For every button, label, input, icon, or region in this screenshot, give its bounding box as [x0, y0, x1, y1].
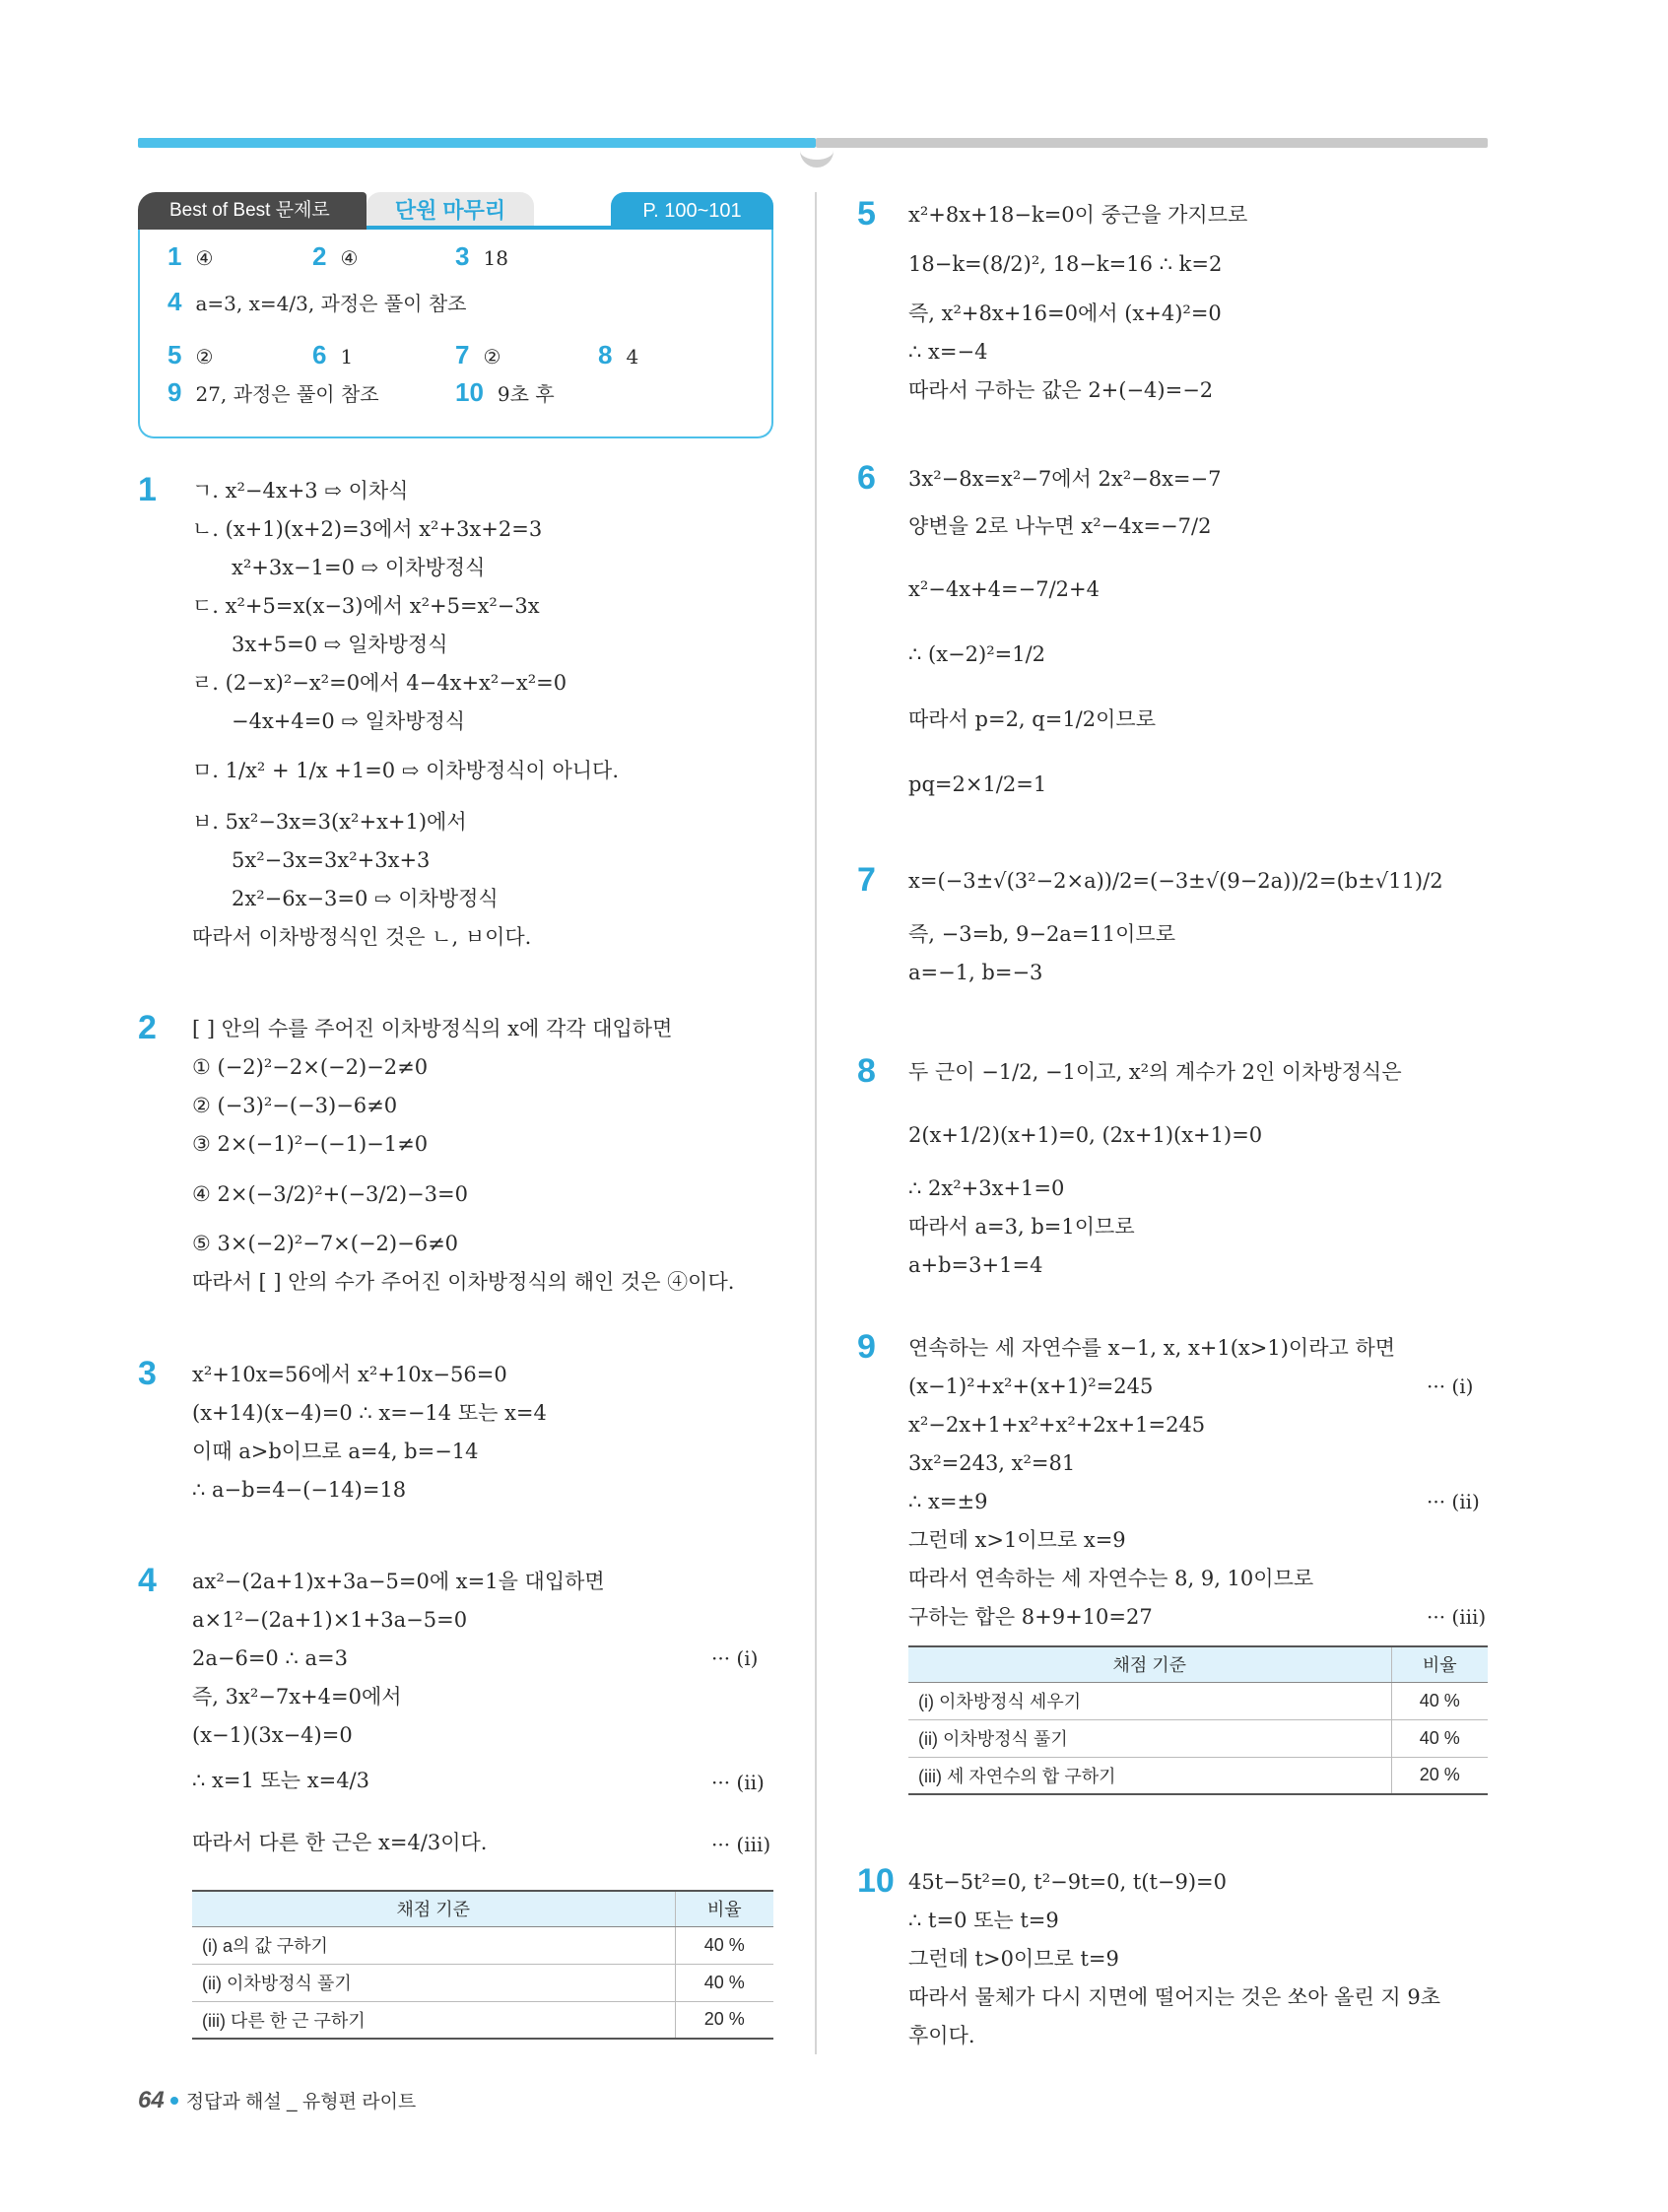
table-cell: 20 % — [1391, 1757, 1488, 1794]
answer-item: 1 ④ — [167, 241, 214, 271]
table-cell: (ii) 이차방정식 풀기 — [192, 1964, 675, 2001]
answer-item: 5 ② — [167, 340, 214, 369]
solution-line: 따라서 연속하는 세 자연수는 8, 9, 10이므로 — [908, 1567, 1314, 1590]
answer-summary-box — [138, 192, 773, 438]
solution-line: 구하는 합은 8+9+10=27 — [908, 1605, 1153, 1629]
grading-table — [908, 1645, 1488, 1795]
solution-line: ③ 2×(−1)²−(−1)−1≠0 — [192, 1132, 429, 1156]
problem-number: 4 — [138, 1562, 157, 1599]
answer-item: 9 27, 과정은 풀이 참조 — [167, 377, 379, 407]
table-cell: 40 % — [675, 1926, 773, 1964]
solution-line: x²+3x−1=0 ⇨ 이차방정식 — [232, 556, 486, 579]
solution-line: 45t−5t²=0, t²−9t=0, t(t−9)=0 — [908, 1870, 1228, 1894]
solution-line: a+b=3+1=4 — [908, 1253, 1043, 1277]
solution-line: 3x²−8x=x²−7에서 2x²−8x=−7 — [908, 467, 1222, 491]
table-row — [192, 2001, 773, 2039]
step-marker: ··· (iii) — [711, 1833, 771, 1856]
footer-title: 정답과 해설 _ 유형편 라이트 — [185, 2092, 417, 2112]
solution-line: 따라서 이차방정식인 것은 ㄴ, ㅂ이다. — [192, 925, 532, 949]
solution-line: 따라서 다른 한 근은 x=4/3이다. — [192, 1831, 488, 1854]
solution-line: x=(−3±√(3²−2×a))/2=(−3±√(9−2a))/2=(b±√11)/2 — [908, 869, 1443, 893]
table-row — [908, 1757, 1488, 1794]
solution-line: 3x+5=0 ⇨ 일차방정식 — [232, 633, 448, 656]
table-cell: (ii) 이차방정식 풀기 — [908, 1719, 1391, 1757]
header-bar-right — [816, 138, 1488, 148]
solution-line: ㄷ. x²+5=x(x−3)에서 x²+5=x²−3x — [192, 594, 540, 618]
table-cell: 20 % — [675, 2001, 773, 2039]
table-cell: 40 % — [1391, 1682, 1488, 1719]
solution-line: a×1²−(2a+1)×1+3a−5=0 — [192, 1608, 468, 1632]
solution-line: ② (−3)²−(−3)−6≠0 — [192, 1094, 398, 1117]
unit-label: 단원 마무리 — [367, 192, 534, 230]
problem-number: 10 — [857, 1862, 895, 1900]
solution-line: 3x²=243, x²=81 — [908, 1451, 1076, 1475]
solution-line: ∴ a−b=4−(−14)=18 — [192, 1478, 407, 1502]
step-marker: ··· (i) — [711, 1646, 759, 1670]
solution-line: ∴ x=1 또는 x=4/3 — [192, 1769, 369, 1792]
step-marker: ··· (iii) — [1427, 1605, 1487, 1629]
answer-item: 10 9초 후 — [455, 377, 555, 407]
solution-line: 2(x+1/2)(x+1)=0, (2x+1)(x+1)=0 — [908, 1123, 1263, 1147]
solution-line: 5x²−3x=3x²+3x+3 — [232, 848, 431, 872]
problem-number: 1 — [138, 471, 157, 508]
table-header: 채점 기준 — [908, 1646, 1391, 1682]
page-footer — [138, 2087, 416, 2114]
solution-line: 즉, −3=b, 9−2a=11이므로 — [908, 922, 1175, 946]
header-bar-left — [138, 138, 816, 148]
solution-line: ∴ 2x²+3x+1=0 — [908, 1176, 1065, 1200]
problem-number: 3 — [138, 1355, 157, 1392]
solution-line: 양변을 2로 나누면 x²−4x=−7/2 — [908, 514, 1212, 538]
solution-line: a=−1, b=−3 — [908, 961, 1043, 984]
table-row — [908, 1719, 1488, 1757]
solution-line: ∴ x=−4 — [908, 340, 988, 364]
page-number: 64 — [138, 2087, 165, 2113]
solution-line: 즉, x²+8x+16=0에서 (x+4)²=0 — [908, 302, 1222, 325]
solution-line: 즉, 3x²−7x+4=0에서 — [192, 1685, 402, 1709]
solution-line: (x−1)(3x−4)=0 — [192, 1723, 353, 1747]
solution-line: x²−4x+4=−7/2+4 — [908, 577, 1100, 601]
solution-line: 두 근이 −1/2, −1이고, x²의 계수가 2인 이차방정식은 — [908, 1060, 1402, 1084]
problem-number: 6 — [857, 459, 876, 497]
answer-item: 6 1 — [312, 340, 354, 369]
solution-line: [ ] 안의 수를 주어진 이차방정식의 x에 각각 대입하면 — [192, 1017, 673, 1040]
grading-table — [192, 1890, 773, 2040]
table-row — [908, 1682, 1488, 1719]
solution-line: 따라서 a=3, b=1이므로 — [908, 1215, 1135, 1239]
solution-line: ㄱ. x²−4x+3 ⇨ 이차식 — [192, 479, 409, 503]
solution-line: ∴ t=0 또는 t=9 — [908, 1909, 1059, 1932]
solution-line: 그런데 t>0이므로 t=9 — [908, 1947, 1119, 1971]
table-header: 채점 기준 — [192, 1891, 675, 1926]
table-row — [192, 1964, 773, 2001]
answer-item: 3 18 — [455, 241, 508, 271]
solution-line: 그런데 x>1이므로 x=9 — [908, 1528, 1126, 1552]
answer-item: 8 4 — [598, 340, 639, 369]
solution-line: 따라서 [ ] 안의 수가 주어진 이차방정식의 해인 것은 ④이다. — [192, 1270, 735, 1294]
solution-line: 따라서 구하는 값은 2+(−4)=−2 — [908, 378, 1214, 402]
solution-line: x²+8x+18−k=0이 중근을 가지므로 — [908, 203, 1248, 227]
solution-line: (x−1)²+x²+(x+1)²=245 — [908, 1374, 1154, 1398]
problem-number: 5 — [857, 195, 876, 233]
solution-line: ⑤ 3×(−2)²−7×(−2)−6≠0 — [192, 1232, 459, 1255]
solution-line: 이때 a>b이므로 a=4, b=−14 — [192, 1440, 479, 1463]
answer-item: 2 ④ — [312, 241, 359, 271]
solution-line: ∴ (x−2)²=1/2 — [908, 642, 1046, 666]
solution-line: x²−2x+1+x²+x²+2x+1=245 — [908, 1413, 1206, 1437]
table-row — [192, 1926, 773, 1964]
solution-line: 2a−6=0 ∴ a=3 — [192, 1646, 348, 1670]
table-header: 비율 — [675, 1891, 773, 1926]
table-cell: 40 % — [675, 1964, 773, 2001]
solution-line: (x+14)(x−4)=0 ∴ x=−14 또는 x=4 — [192, 1401, 547, 1425]
solution-line: 연속하는 세 자연수를 x−1, x, x+1(x>1)이라고 하면 — [908, 1336, 1396, 1360]
problem-number: 8 — [857, 1052, 876, 1090]
solution-line: 후이다. — [908, 2024, 975, 2047]
problem-number: 7 — [857, 861, 876, 899]
solution-line: ① (−2)²−2×(−2)−2≠0 — [192, 1055, 429, 1079]
step-marker: ··· (ii) — [1427, 1490, 1480, 1513]
solution-line: ㅂ. 5x²−3x=3(x²+x+1)에서 — [192, 810, 467, 834]
table-header: 비율 — [1391, 1646, 1488, 1682]
solution-line: x²+10x=56에서 x²+10x−56=0 — [192, 1363, 507, 1386]
solution-line: ④ 2×(−3/2)²+(−3/2)−3=0 — [192, 1182, 468, 1206]
table-cell: (i) a의 값 구하기 — [192, 1926, 675, 1964]
step-marker: ··· (ii) — [711, 1771, 765, 1794]
solution-line: ㄴ. (x+1)(x+2)=3에서 x²+3x+2=3 — [192, 517, 543, 541]
solution-line: pq=2×1/2=1 — [908, 772, 1047, 796]
answer-box-header — [138, 192, 773, 230]
solution-line: 따라서 p=2, q=1/2이므로 — [908, 707, 1156, 731]
solution-line: ∴ x=±9 — [908, 1490, 988, 1513]
solution-line: 18−k=(8/2)², 18−k=16 ∴ k=2 — [908, 252, 1223, 276]
table-cell: (iii) 세 자연수의 합 구하기 — [908, 1757, 1391, 1794]
solution-line: 따라서 물체가 다시 지면에 떨어지는 것은 쏘아 올린 지 9초 — [908, 1985, 1441, 2009]
answer-item: 4 a=3, x=4/3, 과정은 풀이 참조 — [167, 287, 467, 316]
solution-line: 2x²−6x−3=0 ⇨ 이차방정식 — [232, 887, 499, 910]
table-cell: (i) 이차방정식 세우기 — [908, 1682, 1391, 1719]
answer-item: 7 ② — [455, 340, 501, 369]
bullet-dot-icon — [170, 2097, 178, 2105]
solution-line: ax²−(2a+1)x+3a−5=0에 x=1을 대입하면 — [192, 1570, 605, 1593]
solution-line: −4x+4=0 ⇨ 일차방정식 — [232, 709, 466, 733]
series-label: Best of Best 문제로 — [138, 192, 367, 230]
table-cell: 40 % — [1391, 1719, 1488, 1757]
solution-line: ㅁ. 1/x² + 1/x +1=0 ⇨ 이차방정식이 아니다. — [192, 759, 620, 782]
problem-number: 2 — [138, 1009, 157, 1046]
problem-number: 9 — [857, 1328, 876, 1366]
answer-list — [138, 230, 773, 438]
solution-line: ㄹ. (2−x)²−x²=0에서 4−4x+x²−x²=0 — [192, 671, 567, 695]
page-range-label: P. 100~101 — [611, 192, 773, 230]
column-divider — [815, 192, 817, 2054]
step-marker: ··· (i) — [1427, 1374, 1474, 1398]
table-cell: (iii) 다른 한 근 구하기 — [192, 2001, 675, 2039]
